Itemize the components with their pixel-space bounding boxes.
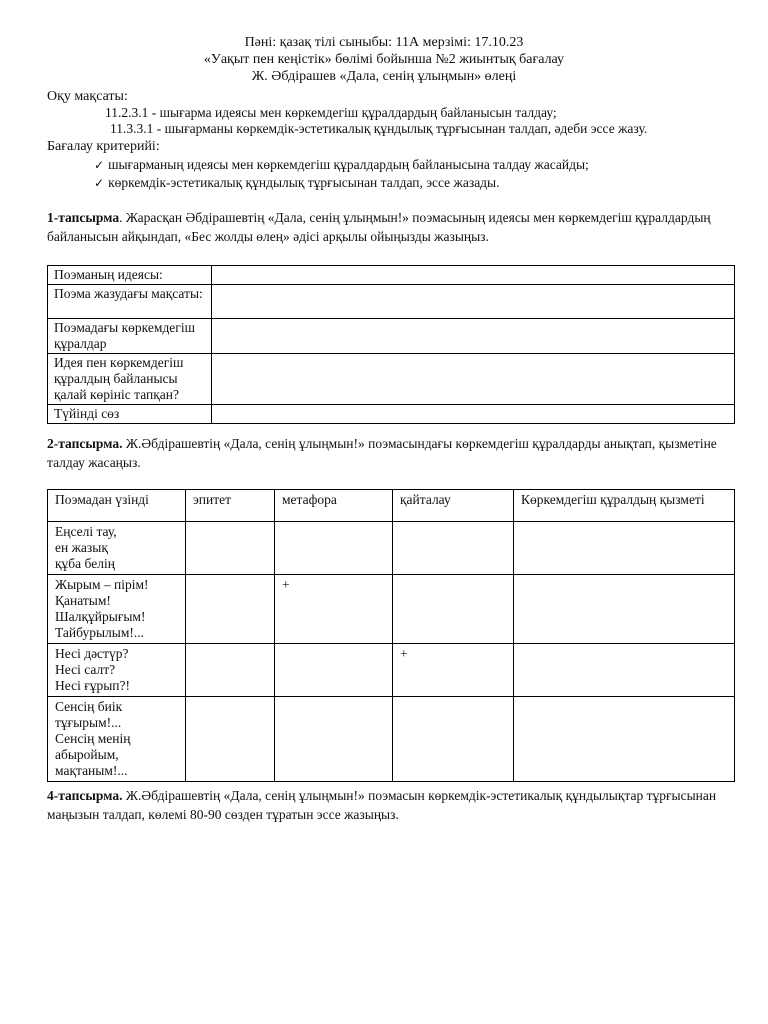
table-row [48,354,735,405]
task-1-table [47,265,735,424]
metaphor-cell[interactable] [275,644,393,697]
section-title: «Уақыт пен кеңістік» бөлімі бойынша №2 жиынтық бағалау [203,52,565,67]
learning-goal-1: 11.2.3.1 - шығарма идеясы мен көркемдегіш құралдардың байланысын талдау; [105,105,557,120]
repetition-cell[interactable]: + [393,644,514,697]
answer-cell[interactable] [212,266,735,285]
answer-cell[interactable] [212,319,735,354]
checkmark-icon: ✓ [94,158,105,172]
column-header-function: Көркемдегіш құралдың қызметі [514,490,735,522]
row-label: Поэмадағы көркемдегіш құралдар [48,319,212,354]
excerpt-cell: Жырым – пірім! Қанатым! Шалқұйрығым! Тайбурылым!... [48,575,186,644]
column-header-excerpt: Поэмадан үзінді [48,490,186,522]
poem-title: Ж. Әбдірашев «Дала, сенің ұлыңмын» өлеңі [251,69,517,84]
excerpt-cell: Несі дәстүр? Несі салт? Несі ғұрып?! [48,644,186,697]
learning-goal-2: 11.3.3.1 - шығарманы көркемдік-эстетикалық құндылық тұрғысынан талдап, әдеби эссе жазу. [110,121,648,136]
subject-line: Пәні: қазақ тілі сыныбы: 11А мерзімі: 17.10.23 [244,35,524,50]
criterion-2 [94,175,500,191]
metaphor-cell[interactable] [275,697,393,782]
column-header-repetition: қайталау [393,490,514,522]
task-4-instructions [47,786,727,824]
task-4-title: 4-тапсырма. [47,788,123,803]
row-label: Түйінді сөз [48,405,212,424]
task-2-text: Ж.Әбдірашевтің «Дала, сенің ұлыңмын!» поэмасындағы көркемдегіш құралдарды анықтап, қызметіне талдау жасаңыз. [47,436,717,470]
function-cell[interactable] [514,697,735,782]
task-1-text: . Жарасқан Әбдірашевтің «Дала, сенің ұлыңмын!» поэмасының идеясы мен көркемдегіш құралдардың байланысын айқындап, «Бес жолды өлең» әдісі арқылы ойыңызды жазыңыз. [47,210,711,244]
task-2-instructions [47,434,727,472]
row-label: Идея пен көркемдегіш құралдың байланысы қалай көрініс тапқан? [48,354,212,405]
metaphor-cell[interactable]: + [275,575,393,644]
table-row [48,405,735,424]
criterion-1-text: шығарманың идеясы мен көркемдегіш құралдардың байланысына талдау жасайды; [108,157,589,172]
table-header-row [48,490,735,522]
learning-goals-label: Оқу мақсаты: [47,89,128,104]
task-1-instructions [47,208,727,246]
checkmark-icon: ✓ [94,176,105,190]
excerpt-cell: Еңселі тау, ен жазық құба белің [48,522,186,575]
table-row [48,266,735,285]
task-1-title: 1-тапсырма [47,210,120,225]
answer-cell[interactable] [212,354,735,405]
task-4-text: Ж.Әбдірашевтің «Дала, сенің ұлыңмын!» поэмасын көркемдік-эстетикалық құндылықтар тұрғысынан маңызын талдап, көлемі 80-90 сөзден тұратын эссе жазыңыз. [47,788,717,822]
repetition-cell[interactable] [393,575,514,644]
row-label: Поэма жазудағы мақсаты: [48,285,212,319]
metaphor-cell[interactable] [275,522,393,575]
epithet-cell[interactable] [186,575,275,644]
criterion-1 [94,157,589,173]
answer-cell[interactable] [212,285,735,319]
table-row [48,697,735,782]
row-label: Поэманың идеясы: [48,266,212,285]
document-header [0,34,768,85]
column-header-metaphor: метафора [275,490,393,522]
criteria-label: Бағалау критерийі: [47,139,160,154]
table-row [48,522,735,575]
table-row [48,644,735,697]
function-cell[interactable] [514,575,735,644]
task-2-title: 2-тапсырма. [47,436,123,451]
epithet-cell[interactable] [186,644,275,697]
task-2-table [47,489,735,782]
epithet-cell[interactable] [186,522,275,575]
table-row [48,285,735,319]
criterion-2-text: көркемдік-эстетикалық құндылық тұрғысынан талдап, эссе жазады. [108,175,500,190]
epithet-cell[interactable] [186,697,275,782]
column-header-epithet: эпитет [186,490,275,522]
table-row [48,575,735,644]
repetition-cell[interactable] [393,522,514,575]
function-cell[interactable] [514,644,735,697]
excerpt-cell: Сенсің биік тұғырым!... Сенсің менің абыройым, мақтаным!... [48,697,186,782]
repetition-cell[interactable] [393,697,514,782]
table-row [48,319,735,354]
function-cell[interactable] [514,522,735,575]
answer-cell[interactable] [212,405,735,424]
